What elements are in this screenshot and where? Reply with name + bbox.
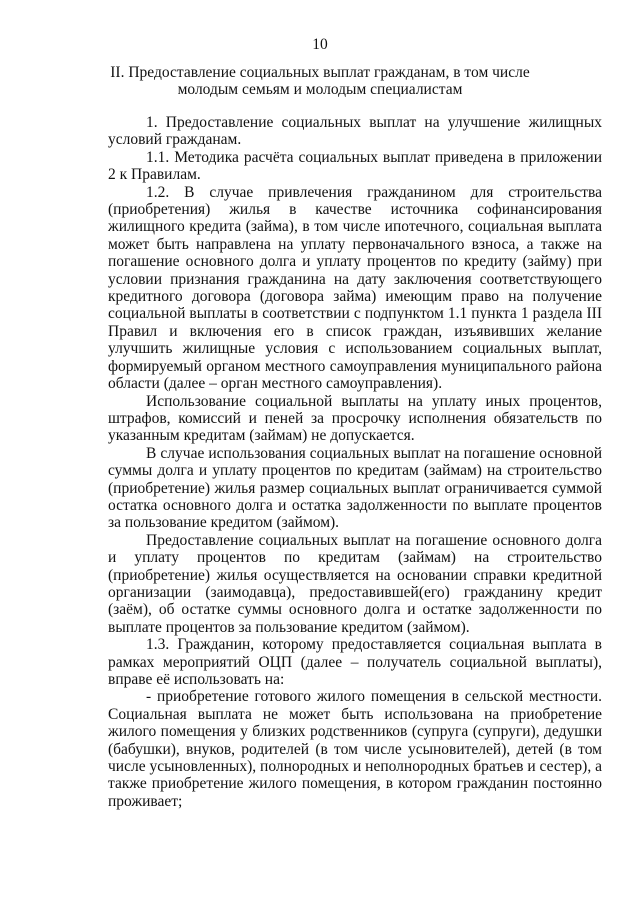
paragraph: 1.1. Методика расчёта социальных выплат приведена в приложении 2 к Правилам. bbox=[108, 148, 602, 184]
paragraph: 1.2. В случае привлечения гражданином для строительства (приобретения) жилья в качестве источника софинансирования жилищного кредита (займа), в том числе ипотечного, социальная выплата может быть направлена на уплату первоначального взноса, а также на погашение основного долга и уплату процентов по кредиту (займу) при условии признания гражданина на дату заключения соответствующего кредитного договора (договора займа) имеющим право на получение социальной выплаты в соответствии с подпунктом 1.1 пункта 1 раздела III Правил и включения его в список граждан, изъявивших желание улучшить жилищные условия с использованием социальных выплат, формируемый органом местного самоуправления муниципального района области (далее – орган местного самоуправления). bbox=[108, 183, 602, 393]
paragraph: В случае использования социальных выплат на погашение основной суммы долга и уплату процентов по кредитам (займам) на строительство (приобретение) жилья размер социальных выплат ограничивается суммой остатка основного долга и остатка задолженности по выплате процентов за пользование кредитом (займом). bbox=[108, 444, 602, 532]
paragraph: - приобретение готового жилого помещения в сельской местности. Социальная выплата не может быть использована на приобретение жилого помещения у близких родственников (супруга (супруги), дедушки (бабушки), внуков, родителей (в том числе усыновителей), детей (в том числе усыновленных), полнородных и неполнородных братьев и сестер), а также приобретение жилого помещения, в котором гражданин постоянно проживает; bbox=[108, 688, 602, 810]
paragraph: 1.3. Гражданин, которому предоставляется социальная выплата в рамках мероприятий ОЦП (далее – получатель социальной выплаты), вправе её использовать на: bbox=[108, 636, 602, 688]
paragraph: Использование социальной выплаты на уплату иных процентов, штрафов, комиссий и пеней за просрочку исполнения обязательств по указанным кредитам (займам) не допускается. bbox=[108, 392, 602, 445]
paragraph: Предоставление социальных выплат на погашение основного долга и уплату процентов по кредитам (займам) на строительство (приобретение) жилья осуществляется на основании справки кредитной организации (заимодавца), предоставившей(его) гражданину кредит (заём), об остатке суммы основного долга и остатке задолженности по выплате процентов за пользование кредитом (займом). bbox=[108, 531, 602, 636]
paragraph: 1. Предоставление социальных выплат на улучшение жилищных условий гражданам. bbox=[108, 114, 602, 149]
document-body bbox=[108, 114, 602, 810]
page-number: 10 bbox=[312, 36, 328, 53]
section-heading: II. Предоставление социальных выплат гражданам, в том числе молодым семьям и молодым специалистам bbox=[110, 64, 530, 98]
